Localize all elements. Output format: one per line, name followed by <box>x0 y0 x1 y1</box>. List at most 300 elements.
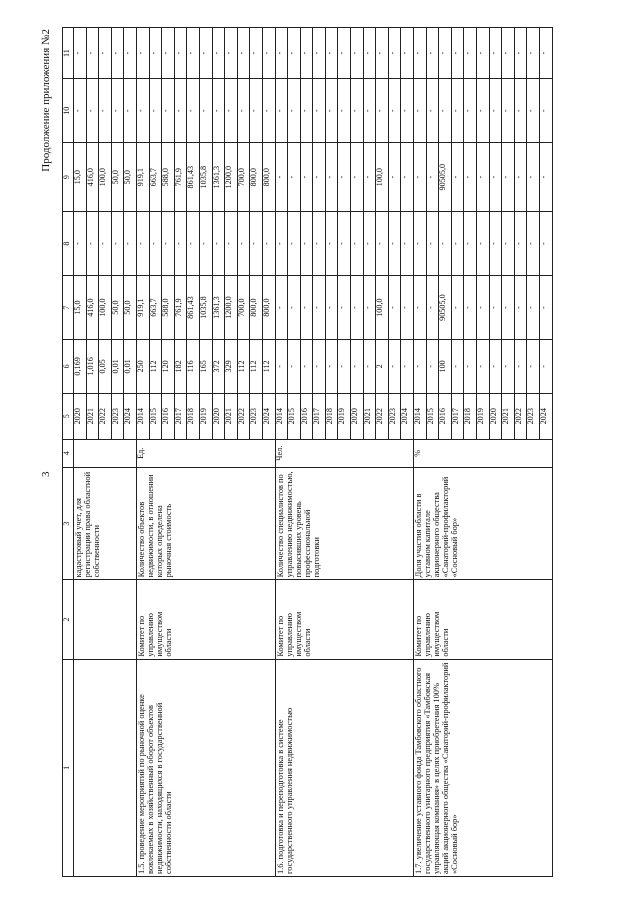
value-cell: - <box>414 143 427 212</box>
value-cell: - <box>149 79 162 143</box>
value-cell: - <box>451 340 464 394</box>
year-cell: 2020 <box>489 393 502 439</box>
column-number: 4 <box>63 439 74 467</box>
value-cell: - <box>86 212 99 276</box>
year-cell: 2022 <box>237 393 250 439</box>
value-cell: - <box>187 79 200 143</box>
indicator-cell: кадастровый учет, для регистрации права областной собственности <box>74 467 137 580</box>
value-cell: 861,43 <box>187 276 200 340</box>
year-cell: 2017 <box>313 393 326 439</box>
value-cell: 100,0 <box>376 143 389 212</box>
value-cell: 50,0 <box>111 143 124 212</box>
value-cell: - <box>489 212 502 276</box>
value-cell: - <box>250 212 263 276</box>
value-cell: - <box>363 212 376 276</box>
table-row <box>136 28 149 877</box>
value-cell: - <box>86 28 99 79</box>
unit-cell: Ед. <box>136 439 275 467</box>
value-cell: - <box>111 212 124 276</box>
value-cell: - <box>162 28 175 79</box>
value-cell: - <box>527 276 540 340</box>
value-cell: - <box>149 28 162 79</box>
year-cell: 2017 <box>451 393 464 439</box>
value-cell: 761,9 <box>174 143 187 212</box>
value-cell: - <box>439 28 452 79</box>
value-cell: - <box>464 340 477 394</box>
value-cell: - <box>464 79 477 143</box>
year-cell: 2024 <box>401 393 414 439</box>
value-cell: - <box>451 28 464 79</box>
value-cell: - <box>451 143 464 212</box>
value-cell: - <box>451 212 464 276</box>
value-cell: 15,0 <box>74 143 87 212</box>
value-cell: - <box>124 212 137 276</box>
value-cell: - <box>388 276 401 340</box>
value-cell: 1035,8 <box>199 276 212 340</box>
value-cell: - <box>313 143 326 212</box>
value-cell: 588,0 <box>162 143 175 212</box>
value-cell: - <box>477 340 490 394</box>
value-cell: - <box>136 28 149 79</box>
value-cell: - <box>275 28 288 79</box>
value-cell: - <box>174 28 187 79</box>
value-cell: - <box>111 79 124 143</box>
year-cell: 2018 <box>464 393 477 439</box>
value-cell: - <box>199 212 212 276</box>
value-cell: - <box>275 340 288 394</box>
value-cell: 1,016 <box>86 340 99 394</box>
value-cell: - <box>275 79 288 143</box>
value-cell: - <box>99 28 112 79</box>
year-cell: 2024 <box>539 393 552 439</box>
value-cell: - <box>451 276 464 340</box>
value-cell: - <box>363 340 376 394</box>
value-cell: - <box>514 28 527 79</box>
value-cell: 800,0 <box>250 276 263 340</box>
value-cell: - <box>539 340 552 394</box>
value-cell: - <box>426 143 439 212</box>
executor-cell: Комитет по управлению имуществом области <box>275 580 414 659</box>
table-row <box>275 28 288 877</box>
value-cell: - <box>477 143 490 212</box>
value-cell: 0,01 <box>111 340 124 394</box>
value-cell: - <box>351 340 364 394</box>
value-cell: 663,7 <box>149 143 162 212</box>
value-cell: 112 <box>237 340 250 394</box>
column-number-row <box>63 28 74 877</box>
value-cell: - <box>401 340 414 394</box>
value-cell: - <box>136 79 149 143</box>
column-number: 7 <box>63 276 74 340</box>
value-cell: - <box>401 79 414 143</box>
value-cell: - <box>464 143 477 212</box>
value-cell: 588,0 <box>162 276 175 340</box>
column-number: 2 <box>63 580 74 659</box>
value-cell: - <box>99 79 112 143</box>
value-cell: 663,7 <box>149 276 162 340</box>
value-cell: - <box>527 79 540 143</box>
value-cell: - <box>439 79 452 143</box>
year-cell: 2020 <box>351 393 364 439</box>
value-cell: 100 <box>439 340 452 394</box>
column-number: 3 <box>63 467 74 580</box>
value-cell: - <box>514 340 527 394</box>
column-number: 9 <box>63 143 74 212</box>
year-cell: 2016 <box>439 393 452 439</box>
value-cell: 800,0 <box>262 143 275 212</box>
unit-cell <box>74 439 137 467</box>
value-cell: - <box>338 79 351 143</box>
year-cell: 2021 <box>502 393 515 439</box>
year-cell: 2024 <box>262 393 275 439</box>
year-cell: 2020 <box>74 393 87 439</box>
value-cell: 416,0 <box>86 143 99 212</box>
value-cell: 2 <box>376 340 389 394</box>
value-cell: 0,05 <box>99 340 112 394</box>
value-cell: - <box>338 212 351 276</box>
value-cell: - <box>527 212 540 276</box>
value-cell: - <box>502 143 515 212</box>
year-cell: 2018 <box>325 393 338 439</box>
value-cell: - <box>464 28 477 79</box>
value-cell: - <box>414 28 427 79</box>
year-cell: 2021 <box>363 393 376 439</box>
value-cell: - <box>351 143 364 212</box>
value-cell: - <box>414 212 427 276</box>
value-cell: - <box>74 79 87 143</box>
value-cell: - <box>313 340 326 394</box>
value-cell: - <box>212 28 225 79</box>
value-cell: - <box>514 212 527 276</box>
measure-cell: 1.7. увеличение уставного фонда Тамбовского областного государственного унитарного предприятия «Тамбовская управляющая компания» в целях приобретения 100% акций акционерного общества «Санаторий-профилакторий «Сосновый бор» <box>414 659 553 876</box>
value-cell: - <box>162 79 175 143</box>
value-cell: - <box>313 212 326 276</box>
value-cell: 1035,8 <box>199 143 212 212</box>
value-cell: - <box>313 28 326 79</box>
value-cell: 329 <box>225 340 238 394</box>
value-cell: - <box>363 79 376 143</box>
value-cell: - <box>401 276 414 340</box>
value-cell: 416,0 <box>86 276 99 340</box>
value-cell: 1200,0 <box>225 143 238 212</box>
value-cell: - <box>401 212 414 276</box>
value-cell: - <box>199 28 212 79</box>
value-cell: 100,0 <box>99 143 112 212</box>
value-cell: - <box>363 143 376 212</box>
value-cell: - <box>414 276 427 340</box>
column-number: 5 <box>63 393 74 439</box>
value-cell: - <box>502 340 515 394</box>
value-cell: - <box>313 79 326 143</box>
value-cell: - <box>237 28 250 79</box>
value-cell: - <box>477 276 490 340</box>
value-cell: - <box>212 79 225 143</box>
value-cell: - <box>539 212 552 276</box>
value-cell: - <box>74 28 87 79</box>
value-cell: 90505,0 <box>439 143 452 212</box>
value-cell: - <box>363 28 376 79</box>
value-cell: - <box>288 276 301 340</box>
value-cell: - <box>300 276 313 340</box>
value-cell: - <box>388 212 401 276</box>
value-cell: - <box>288 28 301 79</box>
value-cell: 761,9 <box>174 276 187 340</box>
value-cell: - <box>325 340 338 394</box>
value-cell: 50,0 <box>111 276 124 340</box>
value-cell: - <box>502 28 515 79</box>
year-cell: 2018 <box>187 393 200 439</box>
value-cell: 112 <box>149 340 162 394</box>
value-cell: - <box>262 79 275 143</box>
table-body <box>63 28 553 877</box>
year-cell: 2014 <box>136 393 149 439</box>
value-cell: - <box>250 79 263 143</box>
column-number: 10 <box>63 79 74 143</box>
value-cell: - <box>426 276 439 340</box>
value-cell: - <box>225 212 238 276</box>
value-cell: 112 <box>262 340 275 394</box>
year-cell: 2022 <box>376 393 389 439</box>
value-cell: - <box>187 212 200 276</box>
value-cell: - <box>313 276 326 340</box>
value-cell: - <box>502 212 515 276</box>
value-cell: - <box>338 28 351 79</box>
value-cell: - <box>414 340 427 394</box>
value-cell: 100,0 <box>376 276 389 340</box>
executor-cell <box>74 580 137 659</box>
value-cell: - <box>275 212 288 276</box>
value-cell: - <box>388 340 401 394</box>
table-row <box>414 28 427 877</box>
value-cell: - <box>351 28 364 79</box>
value-cell: - <box>527 28 540 79</box>
value-cell: 50,0 <box>124 276 137 340</box>
value-cell: - <box>111 28 124 79</box>
value-cell: - <box>250 28 263 79</box>
executor-cell: Комитет по управлению имуществом области <box>136 580 275 659</box>
year-cell: 2023 <box>527 393 540 439</box>
value-cell: 1200,0 <box>225 276 238 340</box>
value-cell: - <box>388 143 401 212</box>
value-cell: - <box>288 143 301 212</box>
value-cell: - <box>451 79 464 143</box>
year-cell: 2021 <box>225 393 238 439</box>
value-cell: - <box>275 143 288 212</box>
continuation-label: Продолжение приложения №2 <box>40 29 52 172</box>
value-cell: - <box>439 212 452 276</box>
column-number: 11 <box>63 28 74 79</box>
value-cell: 800,0 <box>250 143 263 212</box>
value-cell: - <box>376 79 389 143</box>
value-cell: - <box>136 212 149 276</box>
value-cell: - <box>514 276 527 340</box>
value-cell: 919,1 <box>136 276 149 340</box>
value-cell: - <box>426 28 439 79</box>
column-number: 6 <box>63 340 74 394</box>
value-cell: - <box>187 28 200 79</box>
value-cell: - <box>489 79 502 143</box>
value-cell: - <box>489 340 502 394</box>
value-cell: 0,01 <box>124 340 137 394</box>
value-cell: 120 <box>162 340 175 394</box>
value-cell: - <box>325 79 338 143</box>
year-cell: 2015 <box>288 393 301 439</box>
value-cell: - <box>401 143 414 212</box>
value-cell: 700,0 <box>237 276 250 340</box>
value-cell: - <box>351 276 364 340</box>
value-cell: - <box>489 143 502 212</box>
value-cell: - <box>124 79 137 143</box>
value-cell: 90505,0 <box>439 276 452 340</box>
year-cell: 2019 <box>199 393 212 439</box>
year-cell: 2022 <box>514 393 527 439</box>
value-cell: - <box>388 79 401 143</box>
indicator-cell: Доля участия области в уставном капитале акционерного общества «Санаторий-профилакторий «Сосновый бор» <box>414 467 553 580</box>
value-cell: - <box>149 212 162 276</box>
value-cell: - <box>351 212 364 276</box>
value-cell: - <box>539 276 552 340</box>
value-cell: - <box>539 143 552 212</box>
value-cell: - <box>502 79 515 143</box>
value-cell: 800,0 <box>262 276 275 340</box>
year-cell: 2015 <box>149 393 162 439</box>
value-cell: - <box>288 340 301 394</box>
value-cell: - <box>514 79 527 143</box>
value-cell: - <box>414 79 427 143</box>
value-cell: - <box>174 212 187 276</box>
value-cell: - <box>225 28 238 79</box>
value-cell: 182 <box>174 340 187 394</box>
year-cell: 2023 <box>388 393 401 439</box>
value-cell: - <box>300 28 313 79</box>
value-cell: 165 <box>199 340 212 394</box>
measure-cell: 1.6. подготовка и переподготовка в системе государственного управления недвижимостью <box>275 659 414 876</box>
value-cell: - <box>426 79 439 143</box>
value-cell: 250 <box>136 340 149 394</box>
value-cell: 372 <box>212 340 225 394</box>
year-cell: 2016 <box>300 393 313 439</box>
value-cell: 861,43 <box>187 143 200 212</box>
value-cell: - <box>376 212 389 276</box>
unit-cell: % <box>414 439 553 467</box>
value-cell: - <box>325 28 338 79</box>
table-row <box>74 28 87 877</box>
value-cell: - <box>539 79 552 143</box>
program-table <box>62 27 553 877</box>
value-cell: - <box>237 212 250 276</box>
value-cell: 919,1 <box>136 143 149 212</box>
value-cell: 116 <box>187 340 200 394</box>
year-cell: 2019 <box>477 393 490 439</box>
value-cell: - <box>262 28 275 79</box>
value-cell: - <box>300 340 313 394</box>
value-cell: - <box>514 143 527 212</box>
year-cell: 2017 <box>174 393 187 439</box>
unit-cell: Чел. <box>275 439 414 467</box>
value-cell: - <box>502 276 515 340</box>
value-cell: - <box>388 28 401 79</box>
value-cell: - <box>477 28 490 79</box>
value-cell: - <box>275 276 288 340</box>
year-cell: 2020 <box>212 393 225 439</box>
year-cell: 2023 <box>111 393 124 439</box>
indicator-cell: Количество специалистов по управлению недвижимостью, повысивших уровень профессиональной подготовки <box>275 467 414 580</box>
value-cell: - <box>363 276 376 340</box>
value-cell: - <box>300 79 313 143</box>
value-cell: - <box>338 143 351 212</box>
column-number: 1 <box>63 659 74 876</box>
column-number: 8 <box>63 212 74 276</box>
year-cell: 2024 <box>124 393 137 439</box>
measure-cell <box>74 659 137 876</box>
value-cell: 50,0 <box>124 143 137 212</box>
indicator-cell: Количество объектов недвижимости, в отношении которых определена рыночная стоимость <box>136 467 275 580</box>
value-cell: - <box>426 340 439 394</box>
value-cell: - <box>464 276 477 340</box>
value-cell: - <box>124 28 137 79</box>
year-cell: 2019 <box>338 393 351 439</box>
value-cell: - <box>237 79 250 143</box>
value-cell: - <box>426 212 439 276</box>
value-cell: - <box>99 212 112 276</box>
value-cell: - <box>527 143 540 212</box>
value-cell: - <box>288 79 301 143</box>
value-cell: - <box>174 79 187 143</box>
value-cell: - <box>325 276 338 340</box>
value-cell: - <box>376 28 389 79</box>
value-cell: - <box>86 79 99 143</box>
value-cell: 15,0 <box>74 276 87 340</box>
value-cell: 0,169 <box>74 340 87 394</box>
measure-cell: 1.5. проведение мероприятий по рыночной оценке вовлекаемых в хозяйственный оборот объектов недвижимости, находящихся в государственной собственности области <box>136 659 275 876</box>
value-cell: - <box>489 276 502 340</box>
value-cell: - <box>262 212 275 276</box>
value-cell: - <box>212 212 225 276</box>
value-cell: - <box>338 340 351 394</box>
value-cell: 112 <box>250 340 263 394</box>
value-cell: - <box>74 212 87 276</box>
page-number: 3 <box>40 471 52 477</box>
value-cell: 1361,3 <box>212 143 225 212</box>
value-cell: - <box>199 79 212 143</box>
value-cell: - <box>477 79 490 143</box>
value-cell: - <box>338 276 351 340</box>
year-cell: 2022 <box>99 393 112 439</box>
year-cell: 2014 <box>275 393 288 439</box>
year-cell: 2015 <box>426 393 439 439</box>
value-cell: - <box>351 79 364 143</box>
value-cell: - <box>477 212 490 276</box>
year-cell: 2016 <box>162 393 175 439</box>
executor-cell: Комитет по управлению имуществом области <box>414 580 553 659</box>
value-cell: - <box>401 28 414 79</box>
value-cell: - <box>288 212 301 276</box>
value-cell: 1361,3 <box>212 276 225 340</box>
value-cell: - <box>539 28 552 79</box>
value-cell: - <box>325 212 338 276</box>
value-cell: - <box>464 212 477 276</box>
value-cell: - <box>527 340 540 394</box>
value-cell: - <box>325 143 338 212</box>
rotated-sheet <box>40 27 600 877</box>
value-cell: - <box>300 143 313 212</box>
year-cell: 2021 <box>86 393 99 439</box>
year-cell: 2023 <box>250 393 263 439</box>
value-cell: 100,0 <box>99 276 112 340</box>
value-cell: - <box>489 28 502 79</box>
value-cell: 700,0 <box>237 143 250 212</box>
year-cell: 2014 <box>414 393 427 439</box>
